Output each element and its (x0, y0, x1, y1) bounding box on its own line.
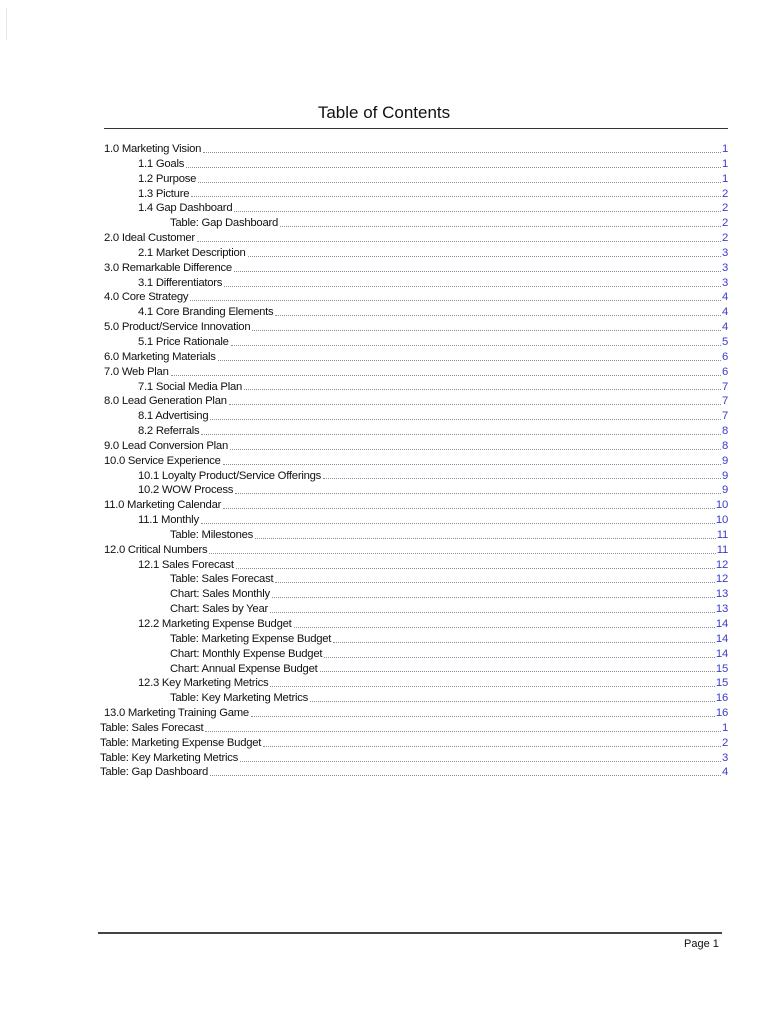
dot-leader (255, 538, 716, 539)
toc-entry[interactable] (100, 498, 728, 513)
toc-entry-page: 10 (715, 514, 728, 527)
toc-entry[interactable] (100, 662, 728, 677)
toc-entry-page: 13 (715, 588, 728, 601)
toc-entry-text: 2.1 Market Description (138, 246, 246, 259)
dot-leader (270, 612, 715, 613)
toc-entry-text: 10.1 Loyalty Product/Service Offerings (138, 469, 322, 482)
toc-entry[interactable] (100, 424, 728, 439)
toc-entry[interactable] (100, 558, 728, 573)
toc-entry[interactable] (100, 736, 728, 751)
toc-entry[interactable] (100, 617, 728, 632)
toc-entry[interactable] (100, 380, 728, 395)
toc-entry-text: 10.0 Service Experience (104, 454, 221, 467)
toc-entry[interactable] (100, 572, 728, 587)
dot-leader (224, 286, 721, 287)
toc-entry[interactable] (100, 765, 728, 780)
dot-leader (244, 389, 721, 390)
toc-entry-page: 2 (721, 187, 728, 200)
dot-leader (320, 671, 715, 672)
toc-entry-page: 15 (715, 662, 728, 675)
toc-entry[interactable] (100, 142, 728, 157)
toc-entry-text: 6.0 Marketing Materials (104, 350, 216, 363)
dot-leader (190, 300, 721, 301)
toc-entry-page: 2 (721, 232, 728, 245)
toc-entry-text: 8.2 Referrals (138, 425, 200, 438)
toc-entry-page: 2 (721, 217, 728, 230)
toc-entry-page: 2 (721, 736, 728, 749)
toc-entry[interactable] (100, 602, 728, 617)
toc-entry-text: Table: Gap Dashboard (100, 766, 209, 779)
toc-list (100, 142, 728, 780)
dot-leader (171, 375, 721, 376)
toc-entry-text: 12.2 Marketing Expense Budget (138, 618, 292, 630)
toc-entry-page: 14 (715, 618, 728, 630)
toc-entry[interactable] (100, 394, 728, 409)
dot-leader (209, 553, 715, 554)
dot-leader (248, 256, 721, 257)
toc-entry-text: Table: Milestones (170, 528, 254, 541)
toc-entry-page: 4 (721, 306, 728, 319)
toc-entry-text: 9.0 Lead Conversion Plan (104, 439, 229, 452)
toc-entry[interactable] (100, 172, 728, 187)
toc-entry-text: 11.0 Marketing Calendar (104, 499, 222, 512)
toc-entry-page: 3 (721, 276, 728, 289)
dot-leader (231, 345, 721, 346)
dot-leader (203, 152, 721, 153)
toc-entry[interactable] (100, 231, 728, 246)
dot-leader (201, 434, 721, 435)
page-number-footer: Page 1 (684, 938, 719, 950)
toc-entry-text: 5.0 Product/Service Innovation (104, 321, 251, 334)
toc-entry-page: 1 (721, 143, 728, 155)
toc-entry-text: Table: Sales Forecast (100, 721, 204, 734)
dot-leader (234, 211, 721, 212)
toc-entry[interactable] (100, 751, 728, 766)
toc-entry-page: 3 (721, 246, 728, 259)
toc-entry-text: Table: Key Marketing Metrics (100, 751, 239, 764)
toc-entry-page: 4 (721, 766, 728, 779)
toc-entry-page: 9 (721, 454, 728, 467)
toc-entry[interactable] (100, 513, 728, 528)
toc-entry-text: Chart: Annual Expense Budget (170, 662, 318, 675)
dot-leader (236, 568, 715, 569)
toc-entry-text: Chart: Sales Monthly (170, 588, 270, 601)
toc-entry[interactable] (100, 632, 728, 647)
toc-entry[interactable] (100, 157, 728, 172)
toc-entry-page: 1 (721, 721, 728, 734)
toc-entry-page: 7 (721, 395, 728, 408)
toc-entry-page: 13 (715, 603, 728, 616)
toc-entry-page: 6 (721, 365, 728, 378)
toc-entry[interactable] (100, 469, 728, 484)
dot-leader (191, 196, 721, 197)
toc-entry-page: 8 (721, 425, 728, 438)
dot-leader (333, 642, 715, 643)
toc-entry-page: 14 (715, 647, 728, 660)
toc-entry-text: 12.3 Key Marketing Metrics (138, 677, 269, 690)
toc-entry[interactable] (100, 721, 728, 736)
dot-leader (294, 627, 715, 628)
dot-leader (201, 523, 715, 524)
toc-entry-page: 10 (715, 499, 728, 512)
dot-leader (210, 775, 721, 776)
toc-entry-page: 9 (721, 469, 728, 482)
dot-leader (198, 182, 721, 183)
toc-entry-page: 4 (721, 291, 728, 304)
dot-leader (229, 404, 721, 405)
toc-entry-page: 12 (715, 558, 728, 571)
toc-entry[interactable] (100, 335, 728, 350)
toc-entry[interactable] (100, 483, 728, 498)
toc-entry[interactable] (100, 201, 728, 216)
toc-entry-page: 15 (715, 677, 728, 690)
toc-entry-text: 11.1 Monthly (138, 514, 199, 527)
toc-entry-text: 12.1 Sales Forecast (138, 558, 234, 571)
toc-entry[interactable] (100, 320, 728, 335)
toc-entry-text: 7.0 Web Plan (104, 365, 169, 378)
toc-entry-text: Table: Gap Dashboard (170, 217, 279, 230)
dot-leader (235, 493, 721, 494)
toc-entry-text: 3.0 Remarkable Difference (104, 261, 232, 274)
dot-leader (252, 330, 721, 331)
toc-entry-page: 16 (715, 692, 728, 705)
toc-entry[interactable] (100, 350, 728, 365)
toc-entry-page: 4 (721, 321, 728, 334)
dot-leader (275, 315, 721, 316)
toc-entry-page: 7 (721, 380, 728, 393)
toc-entry-page: 6 (721, 350, 728, 363)
dot-leader (230, 449, 721, 450)
dot-leader (323, 478, 721, 479)
dot-leader (263, 746, 721, 747)
toc-entry-text: Table: Key Marketing Metrics (170, 692, 309, 705)
dot-leader (324, 657, 715, 658)
toc-entry[interactable] (100, 691, 728, 706)
dot-leader (197, 241, 721, 242)
toc-entry-text: 12.0 Critical Numbers (104, 543, 208, 556)
dot-leader (270, 686, 715, 687)
toc-entry-page: 16 (715, 707, 728, 720)
toc-entry-page: 12 (715, 573, 728, 586)
dot-leader (186, 167, 721, 168)
dot-leader (240, 761, 721, 762)
toc-entry[interactable] (100, 187, 728, 202)
toc-entry-text: 1.0 Marketing Vision (104, 143, 202, 155)
toc-entry[interactable] (100, 439, 728, 454)
toc-entry[interactable] (100, 216, 728, 231)
title-rule (104, 128, 728, 129)
toc-entry[interactable] (100, 246, 728, 261)
toc-entry-text: 8.1 Advertising (138, 410, 209, 423)
toc-entry[interactable] (100, 587, 728, 602)
toc-entry-text: 1.4 Gap Dashboard (138, 202, 233, 215)
toc-entry[interactable] (100, 409, 728, 424)
toc-entry-text: 8.0 Lead Generation Plan (104, 395, 227, 408)
toc-entry[interactable] (100, 261, 728, 276)
dot-leader (275, 582, 715, 583)
toc-entry-page: 11 (716, 543, 728, 556)
toc-entry-page: 3 (721, 261, 728, 274)
dot-leader (205, 731, 721, 732)
dot-leader (251, 716, 715, 717)
toc-entry-page: 11 (716, 528, 728, 541)
toc-entry-text: 4.0 Core Strategy (104, 291, 189, 304)
dot-leader (223, 464, 721, 465)
toc-entry-page: 2 (721, 202, 728, 215)
toc-entry-page: 8 (721, 439, 728, 452)
toc-entry-text: Chart: Sales by Year (170, 603, 268, 616)
toc-entry-page: 7 (721, 410, 728, 423)
toc-entry[interactable] (100, 706, 728, 721)
toc-entry-text: 3.1 Differentiators (138, 276, 223, 289)
toc-entry-page: 14 (715, 632, 728, 645)
toc-entry[interactable] (100, 543, 728, 558)
toc-entry[interactable] (100, 276, 728, 291)
dot-leader (310, 701, 715, 702)
toc-entry-text: 5.1 Price Rationale (138, 335, 229, 348)
dot-leader (223, 508, 715, 509)
toc-entry-text: 10.2 WOW Process (138, 484, 234, 497)
toc-entry-text: 2.0 Ideal Customer (104, 232, 195, 245)
toc-entry-text: Table: Sales Forecast (170, 573, 274, 586)
dot-leader (272, 597, 715, 598)
scan-edge-mark (6, 8, 7, 40)
toc-entry-page: 1 (721, 157, 728, 170)
toc-entry-text: 7.1 Social Media Plan (138, 380, 243, 393)
toc-entry[interactable] (100, 676, 728, 691)
toc-entry-text: Table: Marketing Expense Budget (170, 632, 332, 645)
toc-entry[interactable] (100, 528, 728, 543)
toc-entry-text: 13.0 Marketing Training Game (104, 707, 249, 720)
toc-entry-text: 1.3 Picture (138, 187, 190, 200)
toc-entry-text: Chart: Monthly Expense Budget (170, 647, 323, 660)
toc-entry-page: 3 (721, 751, 728, 764)
footer-rule (98, 932, 722, 934)
toc-entry[interactable] (100, 305, 728, 320)
page-title: Table of Contents (317, 103, 451, 122)
toc-entry-text: 1.1 Goals (138, 157, 185, 170)
toc-entry-page: 1 (721, 172, 728, 185)
dot-leader (218, 360, 721, 361)
toc-entry[interactable] (100, 290, 728, 305)
toc-entry[interactable] (100, 647, 728, 662)
toc-entry-text: 1.2 Purpose (138, 172, 197, 185)
toc-entry[interactable] (100, 454, 728, 469)
dot-leader (210, 419, 721, 420)
dot-leader (280, 226, 721, 227)
toc-entry[interactable] (100, 365, 728, 380)
dot-leader (234, 271, 721, 272)
toc-entry-text: 4.1 Core Branding Elements (138, 306, 274, 319)
toc-entry-page: 5 (721, 335, 728, 348)
toc-entry-text: Table: Marketing Expense Budget (100, 736, 262, 749)
toc-entry-page: 9 (721, 484, 728, 497)
